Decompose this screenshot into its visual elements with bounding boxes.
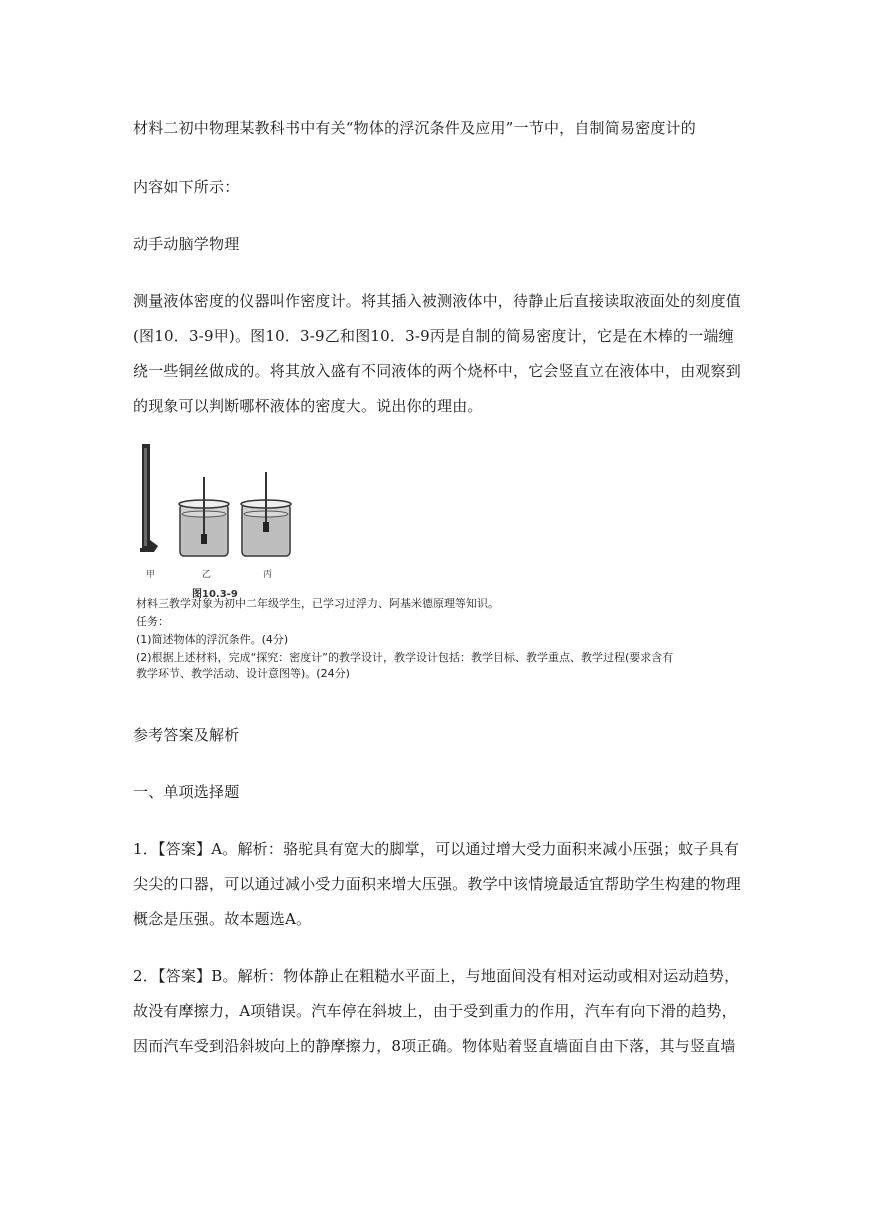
figure-label-jia: 甲 [146,570,156,580]
figure-caption: 图10.3-9 [192,589,238,600]
hydrometer-illustration [132,440,432,590]
figure-label-yi: 乙 [202,570,212,580]
section-title: 一、单项选择题 [133,783,240,801]
paragraph-line: 测量液体密度的仪器叫作密度计。将其插入被测液体中，待静止后直接读取液面处的刻度值 [133,292,742,310]
figure-text-line: (2)根据上述材料，完成“探究：密度计”的教学设计，教学设计包括：教学目标、教学重点、教学过程(要求含有 [136,651,674,664]
figure-text-line: 任务： [136,615,169,628]
beaker-yi-drawing [179,477,229,556]
answers-title: 参考答案及解析 [133,726,240,744]
material2-intro-line2: 内容如下所示： [133,178,240,196]
answer-line: 概念是压强。故本题选A。 [133,910,312,928]
scanned-figure [132,440,732,690]
answer-line: 2．【答案】B。解析：物体静止在粗糙水平面上，与地面间没有相对运动或相对运动趋势， [133,967,740,985]
material2-intro-line1: 材料二初中物理某教科书中有关“物体的浮沉条件及应用”一节中，自制简易密度计的 [133,119,696,137]
answer-line: 1．【答案】A。解析：骆驼具有宽大的脚掌，可以通过增大受力面积来减小压强；蚊子具有 [133,840,740,858]
paragraph-line: 绕一些铜丝做成的。将其放入盛有不同液体的两个烧杯中，它会竖直立在液体中，由观察到 [133,362,742,380]
figure-text-line: 教学环节、教学活动、设计意图等)。(24分) [136,667,350,680]
figure-text-line: 材料三教学对象为初中二年级学生，已学习过浮力、阿基米德原理等知识。 [136,597,499,610]
figure-label-bing: 丙 [263,570,273,580]
answer-line: 因而汽车受到沿斜坡向上的静摩擦力，8项正确。物体贴着竖直墙面自由下落，其与竖直墙 [133,1037,736,1055]
answer-line: 故没有摩擦力，A项错误。汽车停在斜坡上，由于受到重力的作用，汽车有向下滑的趋势， [133,1002,737,1020]
answer-line: 尖尖的口器，可以通过减小受力面积来增大压强。教学中该情境最适宜帮助学生构建的物理 [133,875,742,893]
section-heading: 动手动脑学物理 [133,235,240,253]
hydrometer-jia-drawing [140,444,158,552]
beaker-bing-drawing [241,472,291,556]
paragraph-line: 的现象可以判断哪杯液体的密度大。说出你的理由。 [133,397,483,415]
figure-text-line: (1)简述物体的浮沉条件。(4分) [136,633,289,646]
paragraph-line: (图10．3-9甲)。图10．3-9乙和图10．3-9丙是自制的简易密度计，它是在木棒的一端缠 [133,327,734,345]
